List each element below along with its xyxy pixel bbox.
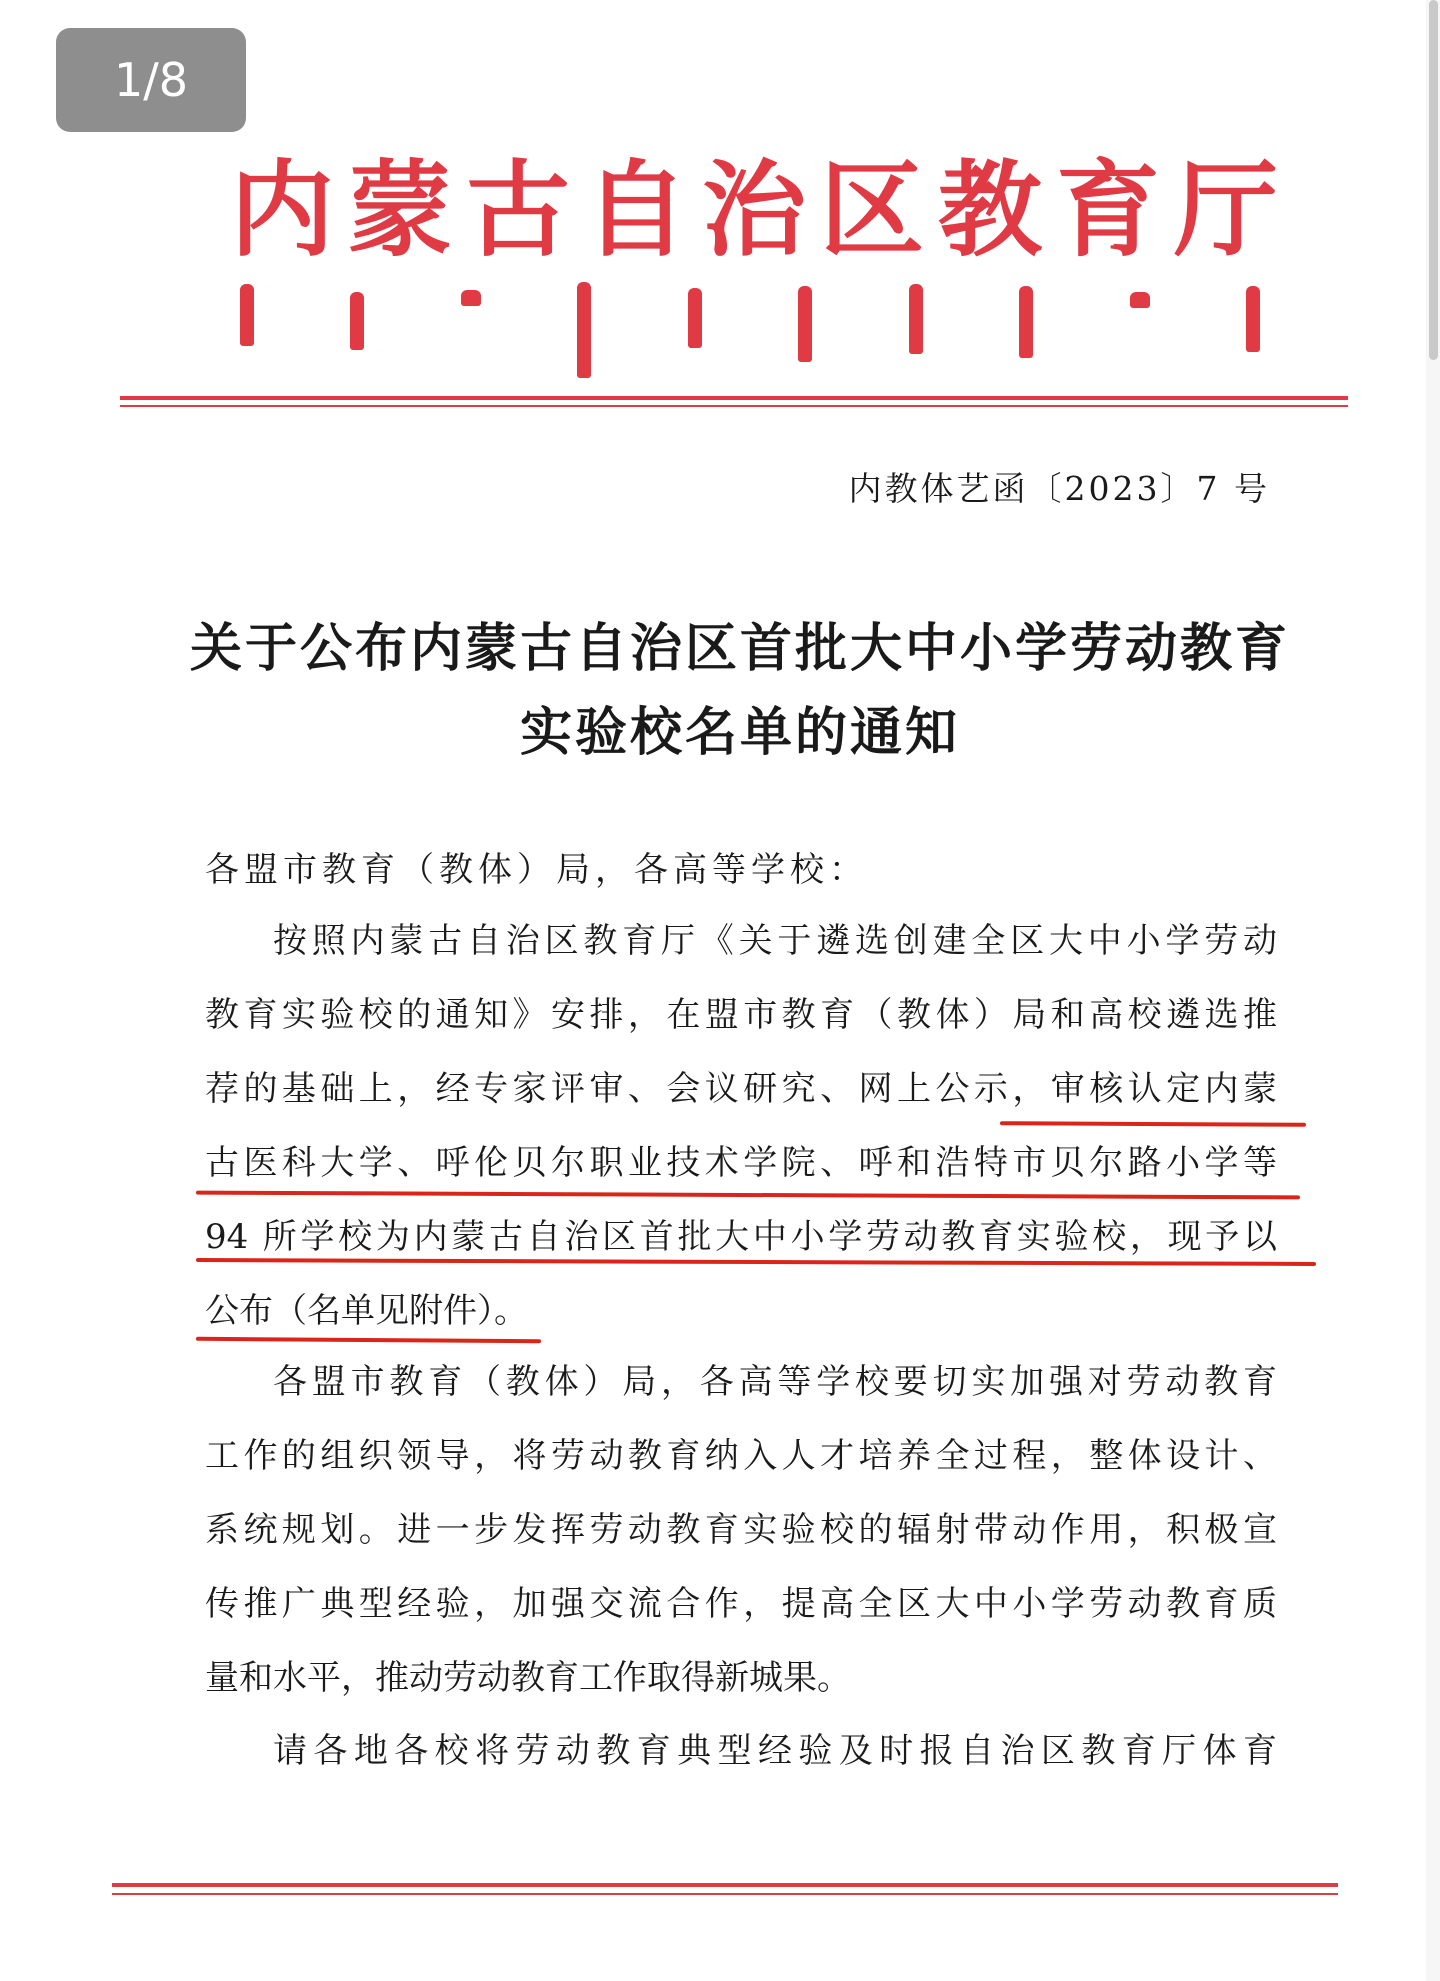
scrollbar-track[interactable] bbox=[1426, 0, 1440, 1981]
paragraph-line: 系统规划。进一步发挥劳动教育实验校的辐射带动作用，积极宣 bbox=[205, 1510, 1277, 1550]
letterhead-top-rule-secondary bbox=[120, 405, 1348, 407]
paragraph-line: 古医科大学、呼伦贝尔职业技术学院、呼和浩特市贝尔路小学等 bbox=[205, 1143, 1277, 1183]
paragraph-line: 荐的基础上，经专家评审、会议研究、网上公示，审核认定内蒙 bbox=[205, 1069, 1277, 1109]
paragraph-line: 传推广典型经验，加强交流合作，提高全区大中小学劳动教育质 bbox=[205, 1584, 1277, 1624]
paragraph-line: 工作的组织领导，将劳动教育纳入人才培养全过程，整体设计、 bbox=[205, 1436, 1277, 1476]
paragraph-submission bbox=[205, 1714, 1277, 1788]
paragraph-line: 请各地各校将劳动教育典型经验及时报自治区教育厅体育 bbox=[273, 1731, 1277, 1771]
paragraph-line: 按照内蒙古自治区教育厅《关于遴选创建全区大中小学劳动 bbox=[273, 921, 1277, 961]
paragraph-line: 公布（名单见附件）。 bbox=[205, 1291, 528, 1331]
paragraph-line: 94 所学校为内蒙古自治区首批大中小学劳动教育实验校，现予以 bbox=[205, 1217, 1277, 1257]
paragraph-line: 教育实验校的通知》安排，在盟市教育（教体）局和高校遴选推 bbox=[205, 995, 1277, 1035]
document-title-line-2: 实验校名单的通知 bbox=[519, 702, 960, 763]
footer-rule bbox=[112, 1883, 1338, 1887]
paragraph-line: 各盟市教育（教体）局，各高等学校要切实加强对劳动教育 bbox=[273, 1362, 1277, 1402]
letterhead-top-rule bbox=[120, 396, 1348, 400]
paragraph-line: 量和水平，推动劳动教育工作取得新城果。 bbox=[205, 1658, 851, 1698]
letterhead-mongolian-script bbox=[240, 272, 1260, 382]
letterhead-org-name: 内蒙古自治区教育厅 bbox=[230, 148, 1293, 271]
document-title-line-1: 关于公布内蒙古自治区首批大中小学劳动教育 bbox=[190, 618, 1291, 679]
footer-rule-secondary bbox=[112, 1893, 1338, 1895]
document-number: 内教体艺函〔2023〕7 号 bbox=[848, 469, 1270, 508]
scrollbar-thumb[interactable] bbox=[1429, 0, 1438, 360]
page-counter-badge: 1/8 bbox=[56, 28, 246, 132]
salutation: 各盟市教育（教体）局，各高等学校： bbox=[205, 850, 868, 890]
paragraph-announcement bbox=[205, 904, 1277, 1348]
paragraph-requirements bbox=[205, 1345, 1277, 1715]
